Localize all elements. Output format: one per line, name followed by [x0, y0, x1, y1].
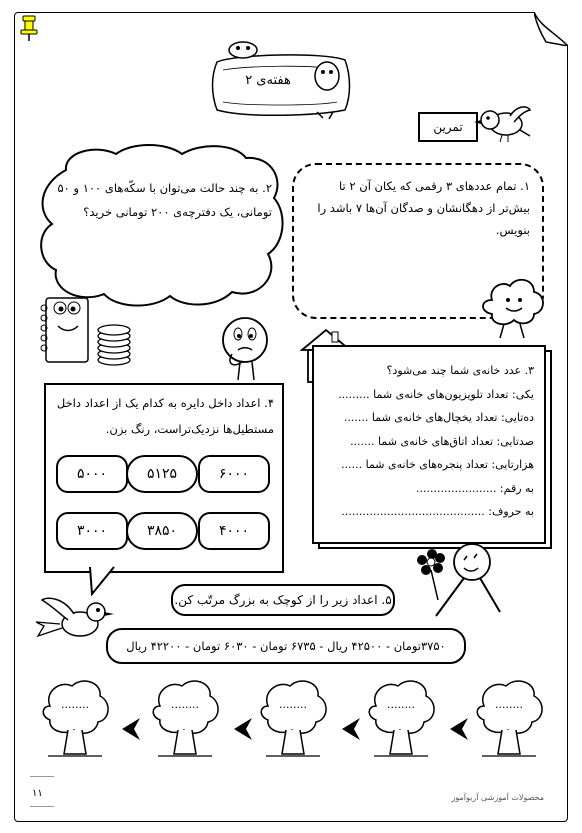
flower-character-icon — [408, 540, 508, 624]
question-3-title: ۳. عدد خانه‌ی شما چند می‌شود؟ — [386, 364, 534, 377]
tree-icon — [256, 676, 330, 762]
number-circle[interactable]: ۳۸۵۰ — [126, 512, 198, 550]
publisher-name: محصولات آموزشی آریوآموز — [451, 793, 544, 802]
number-rectangle[interactable]: ۶۰۰۰ — [198, 455, 270, 493]
question-3-line-ones: یکی: تعداد تلویزیون‌های خانه‌ی شما ......... — [338, 387, 534, 401]
chevron-left-icon — [448, 716, 470, 742]
question-3-line-hundreds: صدتایی: تعداد اتاق‌های خانه‌ی شما ....... — [350, 434, 534, 448]
values-to-sort: ۳۷۵۰تومان - ۴۲۵۰۰ ریال - ۶۷۳۵ تومان - ۶۰۳۰ تومان - ۴۲۲۰۰ ریال — [106, 628, 466, 664]
question-3-line-tens: ده‌تایی: تعداد یخچال‌های خانه‌ی شما ....... — [343, 411, 534, 424]
answer-blank[interactable]: ........ — [387, 698, 415, 711]
bird-icon — [470, 100, 532, 146]
tree-icon — [472, 676, 546, 762]
question-3-box — [312, 345, 546, 544]
number-circle[interactable]: ۵۱۲۵ — [126, 455, 198, 493]
question-3-line-thousands: هزارتایی: تعداد پنجره‌های خانه‌ی شما ...... — [341, 458, 534, 471]
week-title: هفته‌ی ۲ — [245, 73, 291, 88]
answer-blank[interactable]: ........ — [279, 698, 307, 711]
thinking-character-icon — [212, 314, 278, 384]
answer-blank[interactable]: ........ — [171, 698, 199, 711]
chevron-left-icon — [340, 716, 362, 742]
tree-icon — [38, 676, 112, 762]
chevron-left-icon — [120, 716, 142, 742]
number-rectangle[interactable]: ۴۰۰۰ — [198, 512, 270, 550]
answer-blank[interactable]: ........ — [61, 698, 89, 711]
question-2-text: ۲. به چند حالت می‌توان با سکّه‌های ۱۰۰ و ۵۰ تومانی، یک دفترچه‌ی ۲۰۰ تومانی خرید؟ — [57, 181, 272, 219]
question-3-line-digits: به رقم: ....................... — [416, 481, 534, 495]
notepad-character-icon — [36, 294, 94, 368]
number-rectangle[interactable]: ۵۰۰۰ — [56, 455, 128, 493]
chevron-left-icon — [232, 716, 254, 742]
footer-divider — [30, 776, 54, 777]
question-1-text: ۱. تمام عددهای ۳ رقمی که یکان آن ۲ تا بیش‌تر از دهگانشان و صدگان آن‌ها ۷ باشد را بنویس. — [317, 179, 530, 237]
tree-icon — [148, 676, 222, 762]
exercise-label: تمرین — [418, 112, 478, 142]
footer-divider — [30, 806, 54, 807]
page-fold-corner — [534, 12, 568, 46]
cloud-character-icon — [476, 270, 548, 342]
pushpin-icon — [16, 14, 42, 42]
number-rectangle[interactable]: ۳۰۰۰ — [56, 512, 128, 550]
question-4-text: ۴. اعداد داخل دایره به کدام یک از اعداد داخل مستطیل‌ها نزدیک‌تراست، رنگ بزن. — [56, 396, 274, 436]
question-2-cloud — [36, 140, 286, 310]
question-3-line-words: به حروف: ......................................... — [341, 505, 534, 518]
page-number: ۱۱ — [32, 788, 43, 799]
question-5-text: ۵. اعداد زیر را از کوچک به بزرگ مرتّب کن. — [171, 584, 395, 616]
answer-blank[interactable]: ........ — [495, 698, 523, 711]
tree-icon — [364, 676, 438, 762]
coins-stack-icon — [96, 322, 132, 366]
